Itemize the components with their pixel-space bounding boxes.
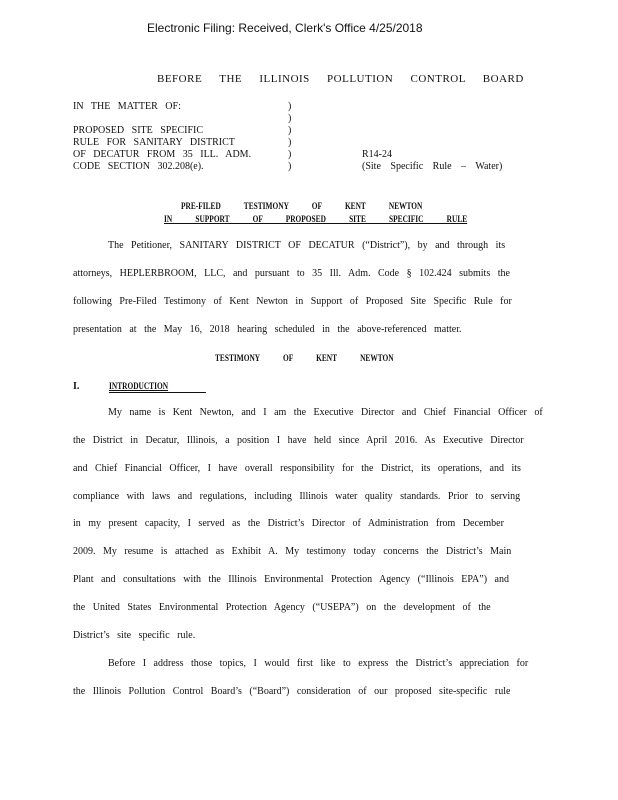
intro-line: The Petitioner, SANITARY DISTRICT OF DECATUR (“District”), by and through its <box>108 240 506 251</box>
caption-line <box>73 113 251 125</box>
intro-line: presentation at the May 16, 2018 hearing scheduled in the above-referenced matter. <box>73 324 462 335</box>
body-line: District’s site specific rule. <box>73 630 196 641</box>
caption-line: CODE SECTION 302.208(e). <box>73 161 204 172</box>
body-line: in my present capacity, I served as the District’s Director of Administration from December <box>73 518 504 529</box>
document-title-line2: IN SUPPORT OF PROPOSED SITE SPECIFIC RULE <box>164 214 468 224</box>
caption-line: IN THE MATTER OF: <box>73 101 181 112</box>
body-line: and Chief Financial Officer, I have overall responsibility for the District, its operations, and its <box>73 463 521 474</box>
caption-line: PROPOSED SITE SPECIFIC <box>73 125 204 136</box>
section-number: I. <box>73 381 80 392</box>
caption-paren: ) <box>288 137 292 148</box>
board-heading: BEFORE THE ILLINOIS POLLUTION CONTROL BOARD <box>157 73 524 85</box>
body-line: the Illinois Pollution Control Board’s (“Board”) consideration of our proposed site-specific rule <box>73 686 511 697</box>
intro-line: attorneys, HEPLERBROOM, LLC, and pursuant to 35 Ill. Adm. Code § 102.424 submits the <box>73 268 510 279</box>
document-title-line1: PRE-FILED TESTIMONY OF KENT NEWTON <box>181 201 423 211</box>
caption-paren: ) <box>288 113 292 124</box>
caption-paren: ) <box>288 161 292 172</box>
section-title: INTRODUCTION <box>109 381 169 391</box>
testimony-heading: TESTIMONY OF KENT NEWTON <box>215 353 394 363</box>
intro-line: following Pre-Filed Testimony of Kent Newton in Support of Proposed Site Specific Rule for <box>73 296 512 307</box>
body-line: Plant and consultations with the Illinois Environmental Protection Agency (“Illinois EPA”) and <box>73 574 509 585</box>
body-line: 2009. My resume is attached as Exhibit A. My testimony today concerns the District’s Main <box>73 546 512 557</box>
case-caption <box>73 101 251 173</box>
caption-line: RULE FOR SANITARY DISTRICT <box>73 137 235 148</box>
filing-stamp: Electronic Filing: Received, Clerk's Office 4/25/2018 <box>147 21 423 35</box>
section-title-rule <box>109 392 206 393</box>
body-line: the United States Environmental Protection Agency (“USEPA”) on the development of the <box>73 602 491 613</box>
caption-paren: ) <box>288 101 292 112</box>
caption-line: OF DECATUR FROM 35 ILL. ADM. <box>73 149 252 160</box>
caption-paren: ) <box>288 149 292 160</box>
body-line: My name is Kent Newton, and I am the Executive Director and Chief Financial Officer of <box>108 407 543 418</box>
body-line: compliance with laws and regulations, including Illinois water quality standards. Prior to serving <box>73 491 521 502</box>
body-line: the District in Decatur, Illinois, a position I have held since April 2016. As Executive Director <box>73 435 524 446</box>
caption-paren: ) <box>288 125 292 136</box>
case-type: (Site Specific Rule – Water) <box>362 161 503 172</box>
caption-parentheses <box>288 101 291 173</box>
case-number: R14-24 <box>362 149 392 160</box>
body-line: Before I address those topics, I would first like to express the District’s appreciation for <box>108 658 529 669</box>
